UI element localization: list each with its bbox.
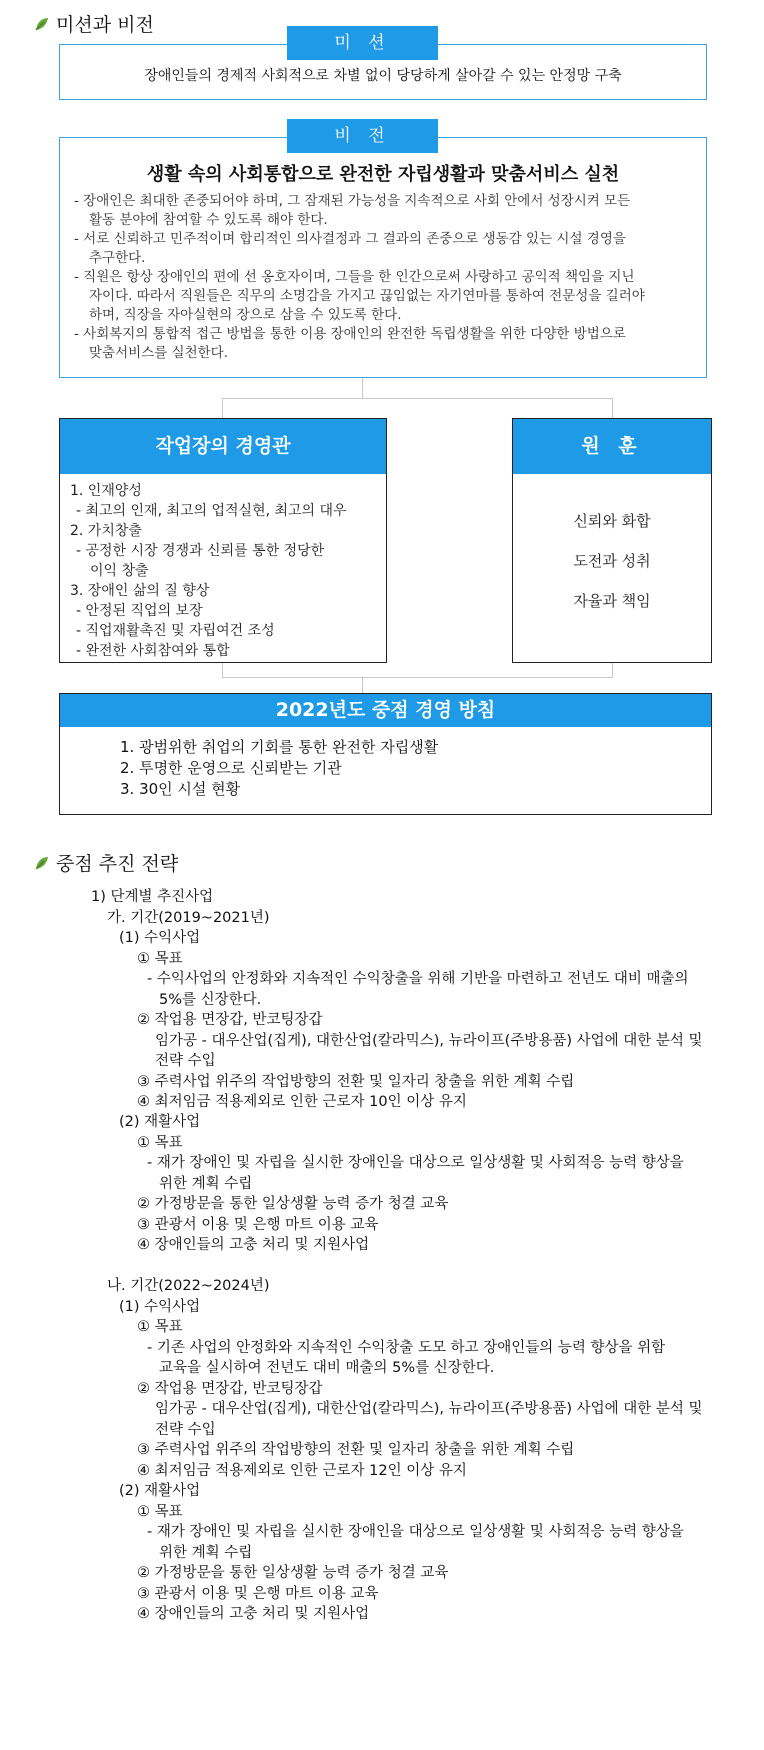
- connector-line: [362, 677, 363, 694]
- vision-item: - 장애인은 최대한 존중되어야 하며, 그 잠재된 가능성을 지속적으로 사회 안에서 성장시켜 모든 활동 분야에 참여할 수 있도록 해야 한다.: [74, 193, 631, 228]
- strategy-line: ② 가정방문을 통한 일상생활 능력 증가 청결 교육: [137, 1565, 449, 1581]
- strategy-block-1: [91, 887, 703, 1113]
- connector-line: [222, 398, 613, 399]
- management-card: [59, 418, 387, 663]
- management-line: 3. 장애인 삶의 질 향상: [70, 583, 210, 599]
- strategy-line: ① 목표: [137, 950, 183, 967]
- management-line: - 안정된 직업의 보장: [76, 603, 203, 619]
- motto-card: [512, 418, 712, 663]
- strategy-line: ④ 최저임금 적용제외로 인한 근로자 12인 이상 유지: [137, 1462, 467, 1479]
- management-line: 이익 창출: [90, 563, 149, 579]
- motto-item: 자율과 책임: [573, 592, 651, 610]
- connector-line: [222, 663, 223, 678]
- strategy-line: ③ 주력사업 위주의 작업방향의 전환 및 일자리 창출을 위한 계획 수립: [137, 1442, 575, 1458]
- policy-title: 2022년도 중점 경영 방침: [60, 694, 711, 727]
- management-title: 작업장의 경영관: [60, 419, 386, 474]
- vision-box: [59, 137, 707, 378]
- strategy-line: ① 목표: [137, 1503, 183, 1520]
- strategy-line: - 재가 장애인 및 자립을 실시한 장애인을 대상으로 일상생활 및 사회적응 능력 향상을: [147, 1155, 684, 1171]
- management-line: 1. 인재양성: [70, 483, 142, 499]
- strategy-line: 1) 단계별 추진사업: [91, 889, 214, 905]
- strategy-line: 교육을 실시하여 전년도 대비 매출의 5%를 신장한다.: [159, 1360, 495, 1376]
- strategy-line: 가. 기간(2019~2021년): [107, 909, 270, 926]
- connector-line: [612, 663, 613, 678]
- connector-line: [612, 398, 613, 418]
- strategy-line: 전략 수입: [155, 1053, 216, 1069]
- strategy-line: ① 목표: [137, 1319, 183, 1335]
- strategy-line: ④ 장애인들의 고충 처리 및 지원사업: [137, 1606, 370, 1622]
- strategy-line: (2) 재활사업: [119, 1114, 201, 1130]
- vision-item: - 직원은 항상 장애인의 편에 선 옹호자이며, 그들을 한 인간으로써 사랑하고 공익적 책임을 지닌 자이다. 따라서 직원들은 직무의 소명감을 가지고 끊임없는 자기연마를 통하여 전문성을 길러야 하며, 직장을 자아실현의 장으로 삼을 수 있도록 한다.: [74, 269, 645, 323]
- strategy-line: ③ 관광서 이용 및 은행 마트 이용 교육: [137, 1216, 379, 1233]
- motto-title: 원 훈: [513, 419, 711, 474]
- management-body: [60, 474, 386, 661]
- motto-item: 신뢰와 화합: [573, 512, 651, 530]
- strategy-line: - 수익사업의 안정화와 지속적인 수익창출을 위해 기반을 마련하고 전년도 대비 매출의: [147, 971, 689, 987]
- connector-line: [222, 398, 223, 418]
- policy-item: 2. 투명한 운영으로 신뢰받는 기관: [120, 759, 342, 777]
- strategy-line: 나. 기간(2022~2024년): [107, 1278, 270, 1294]
- vision-list: [74, 192, 696, 363]
- management-line: - 공정한 시장 경쟁과 신뢰를 통한 정당한: [76, 543, 325, 559]
- strategy-block-4: [91, 1481, 684, 1625]
- mission-text: 장애인들의 경제적 사회적으로 차별 없이 당당하게 살아갈 수 있는 안정망 구축: [144, 68, 622, 84]
- strategy-line: - 기존 사업의 안정화와 지속적인 수익창출 도모 하고 장애인들의 능력 향상을 위함: [147, 1339, 666, 1356]
- management-line: - 직업재활촉진 및 자립여건 조성: [76, 623, 275, 639]
- policy-item: 3. 30인 시설 현황: [120, 780, 241, 798]
- strategy-line: ① 목표: [137, 1134, 183, 1151]
- policy-body: [60, 727, 711, 800]
- management-line: - 최고의 인재, 최고의 업적실현, 최고의 대우: [76, 503, 347, 519]
- strategy-line: 5%를 신장한다.: [159, 991, 262, 1008]
- section-title-strategy: [34, 849, 178, 876]
- strategy-line: ③ 관광서 이용 및 은행 마트 이용 교육: [137, 1585, 379, 1602]
- motto-item: 도전과 성취: [573, 552, 651, 570]
- leaf-icon: [34, 855, 50, 871]
- connector-line: [362, 378, 363, 398]
- strategy-line: ④ 장애인들의 고충 처리 및 지원사업: [137, 1237, 370, 1253]
- vision-tab: 비 전: [287, 119, 438, 153]
- strategy-line: (2) 재활사업: [119, 1483, 201, 1499]
- policy-card: [59, 693, 712, 815]
- mission-tab: 미 션: [287, 26, 438, 60]
- strategy-block-3: [91, 1276, 703, 1481]
- connector-line: [222, 677, 613, 678]
- policy-item: 1. 광범위한 취업의 기회를 통한 완전한 자립생활: [120, 738, 439, 756]
- vision-item: - 사회복지의 통합적 접근 방법을 통한 이용 장애인의 완전한 독립생활을 위한 다양한 방법으로 맞춤서비스를 실천한다.: [74, 326, 626, 361]
- strategy-line: ② 작업용 면장갑, 반코팅장갑: [137, 1380, 323, 1397]
- management-line: 2. 가치창출: [70, 523, 142, 539]
- strategy-line: (1) 수익사업: [119, 1298, 201, 1315]
- vision-item: - 서로 신뢰하고 민주적이며 합리적인 의사결정과 그 결과의 존중으로 생동감 있는 시설 경영을 추구한다.: [74, 231, 626, 266]
- strategy-line: (1) 수익사업: [119, 930, 201, 946]
- section-title-text: 미션과 비전: [56, 14, 154, 36]
- leaf-icon: [34, 16, 50, 32]
- strategy-line: 임가공 - 대우산업(집게), 대한산업(칼라믹스), 뉴라이프(주방용품) 사업에 대한 분석 및: [155, 1032, 703, 1049]
- management-line: - 완전한 사회참여와 통합: [76, 643, 230, 659]
- vision-headline: 생활 속의 사회통합으로 완전한 자립생활과 맞춤서비스 실천: [146, 164, 620, 185]
- strategy-block-2: [91, 1112, 684, 1256]
- section-title-mission-vision: [34, 10, 154, 37]
- strategy-line: - 재가 장애인 및 자립을 실시한 장애인을 대상으로 일상생활 및 사회적응 능력 향상을: [147, 1524, 684, 1540]
- strategy-line: 위한 계획 수립: [159, 1544, 253, 1561]
- strategy-line: ② 가정방문을 통한 일상생활 능력 증가 청결 교육: [137, 1196, 449, 1212]
- strategy-line: ② 작업용 면장갑, 반코팅장갑: [137, 1012, 323, 1028]
- strategy-line: 위한 계획 수립: [159, 1175, 253, 1192]
- strategy-line: 임가공 - 대우산업(집게), 대한산업(칼라믹스), 뉴라이프(주방용품) 사업에 대한 분석 및: [155, 1401, 703, 1417]
- strategy-line: 전략 수입: [155, 1421, 216, 1438]
- strategy-line: ④ 최저임금 적용제외로 인한 근로자 10인 이상 유지: [137, 1094, 467, 1110]
- strategy-line: ③ 주력사업 위주의 작업방향의 전환 및 일자리 창출을 위한 계획 수립: [137, 1073, 575, 1090]
- section-title-text: 중점 추진 전략: [56, 853, 179, 875]
